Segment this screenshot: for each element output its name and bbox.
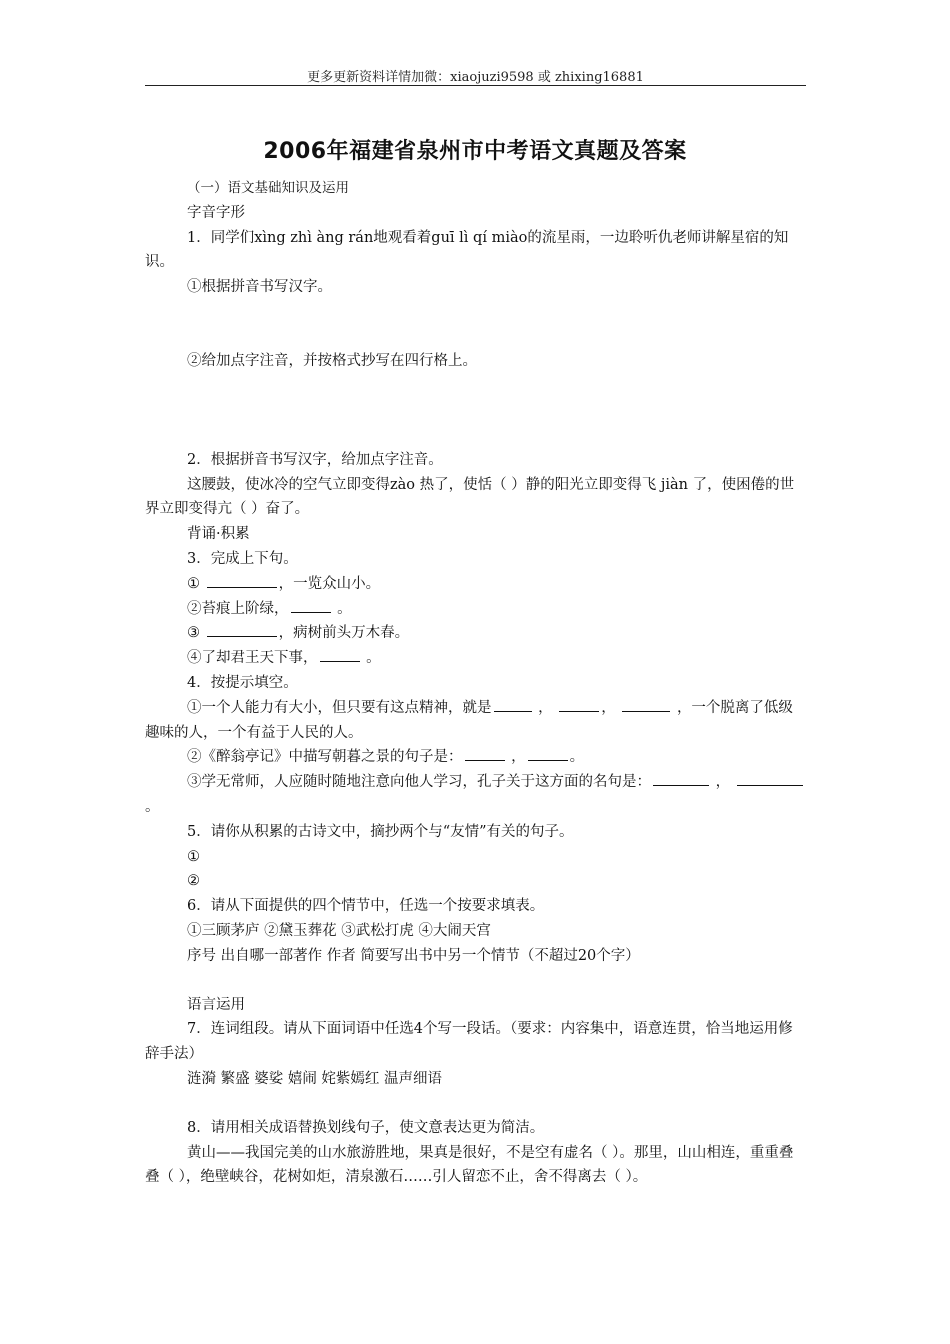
fill-blank: [653, 771, 709, 786]
item-text: ，: [511, 749, 526, 766]
question-5-item-2: ②: [187, 873, 200, 890]
fill-blank: [465, 746, 505, 761]
answer-space: [145, 969, 807, 993]
fill-blank: [559, 697, 599, 712]
item-text: ，: [538, 699, 553, 716]
page-header: 更多更新资料详情加微：xiaojuzi9598 或 zhixing16881: [307, 70, 644, 85]
section-heading-basics: （一）语文基础知识及运用: [187, 180, 349, 196]
item-text: ①: [187, 575, 200, 592]
item-text: ②苔痕上阶绿，: [187, 600, 289, 617]
question-3-item-4: [145, 646, 807, 671]
question-7-word-list: 涟漪 繁盛 婆娑 嬉闹 姹紫嫣红 温声细语: [187, 1070, 443, 1087]
answer-space: [145, 1092, 807, 1116]
question-4-item-1: [145, 696, 807, 746]
fill-blank: [528, 746, 568, 761]
fill-blank: [320, 647, 360, 662]
fill-blank: [622, 697, 670, 712]
item-text: ，一览众山小。: [278, 575, 381, 592]
question-4: 4．按提示填空。: [187, 674, 298, 691]
item-text: ③学无常师，人应随时随地注意向他人学习，孔子关于这方面的名句是：: [187, 774, 651, 791]
subsection-heading-language-use: 语言运用: [187, 996, 245, 1013]
question-5-item-1: ①: [187, 848, 200, 865]
question-1: 1．同学们xìng zhì àng rán地观看着guī lì qí miào的流星雨，一边聆听仇老师讲解星宿的知识。: [145, 229, 789, 271]
item-text: ，: [601, 699, 616, 716]
item-text: ④了却君王天下事，: [187, 650, 318, 667]
document-body: [145, 176, 807, 1190]
question-4-item-3: [145, 770, 807, 820]
question-5: 5．请你从积累的古诗文中，摘抄两个与“友情”有关的句子。: [187, 823, 574, 840]
document-title: 2006年福建省泉州市中考语文真题及答案: [263, 139, 687, 164]
item-text: ③: [187, 625, 200, 642]
question-3: 3．完成上下句。: [187, 550, 298, 567]
item-text: 。: [337, 600, 352, 617]
question-6: 6．请从下面提供的四个情节中，任选一个按要求填表。: [187, 898, 545, 915]
question-8: 8．请用相关成语替换划线句子，使文意表达更为简洁。: [187, 1119, 545, 1136]
question-3-item-3: [145, 621, 807, 646]
fill-blank: [291, 598, 331, 613]
item-text: ，: [715, 774, 731, 791]
question-6-options: ①三顾茅庐 ②黛玉葬花 ③武松打虎 ④大闹天宫: [187, 922, 491, 939]
question-7: 7．连词组段。请从下面词语中任选4个写一段话。（要求：内容集中，语意连贯，恰当地运用修辞手法）: [145, 1021, 793, 1063]
fill-blank: [207, 622, 277, 637]
question-1-part-b: ②给加点字注音，并按格式抄写在四行格上。: [187, 352, 477, 369]
header-divider: [145, 85, 806, 86]
question-4-item-2: [145, 745, 807, 770]
fill-blank: [494, 697, 532, 712]
question-1-part-a: ①根据拼音书写汉字。: [187, 279, 332, 296]
question-6-table-header: 序号 出自哪一部著作 作者 简要写出书中另一个情节（不超过20个字）: [187, 947, 640, 964]
subsection-heading-recitation: 背诵·积累: [187, 526, 250, 543]
item-text: 。: [145, 798, 160, 815]
question-2-text: 这腰鼓，使冰冷的空气立即变得zào 热了，使恬（ ）静的阳光立即变得飞 jiàn 了，使困倦的世界立即变得亢（ ）奋了。: [145, 476, 795, 518]
question-3-item-1: [145, 572, 807, 597]
fill-blank: [207, 573, 277, 588]
answer-space: [145, 374, 807, 448]
item-text: 。: [366, 650, 381, 667]
item-text: 。: [569, 749, 585, 766]
subsection-heading-pronunciation: 字音字形: [187, 204, 245, 221]
question-8-text: 黄山——我国完美的山水旅游胜地，果真是很好，不是空有虚名（ ）。那里，山山相连，重重叠叠（ ），绝壁峡谷，花树如炬，清泉激石……引人留恋不止，舍不得离去（ ）。: [145, 1144, 794, 1186]
question-2: 2．根据拼音书写汉字，给加点字注音。: [187, 451, 443, 468]
fill-blank: [737, 771, 803, 786]
item-text: ①一个人能力有大小，但只要有这点精神，就是: [187, 699, 492, 716]
question-3-item-2: [145, 597, 807, 622]
item-text: ，一个脱离了低级趣味的人，一个有益于人民的人。: [145, 699, 793, 741]
item-text: ，病树前头万木春。: [278, 625, 410, 642]
answer-space: [145, 300, 807, 349]
item-text: ②《醉翁亭记》中描写朝暮之景的句子是：: [187, 749, 463, 766]
